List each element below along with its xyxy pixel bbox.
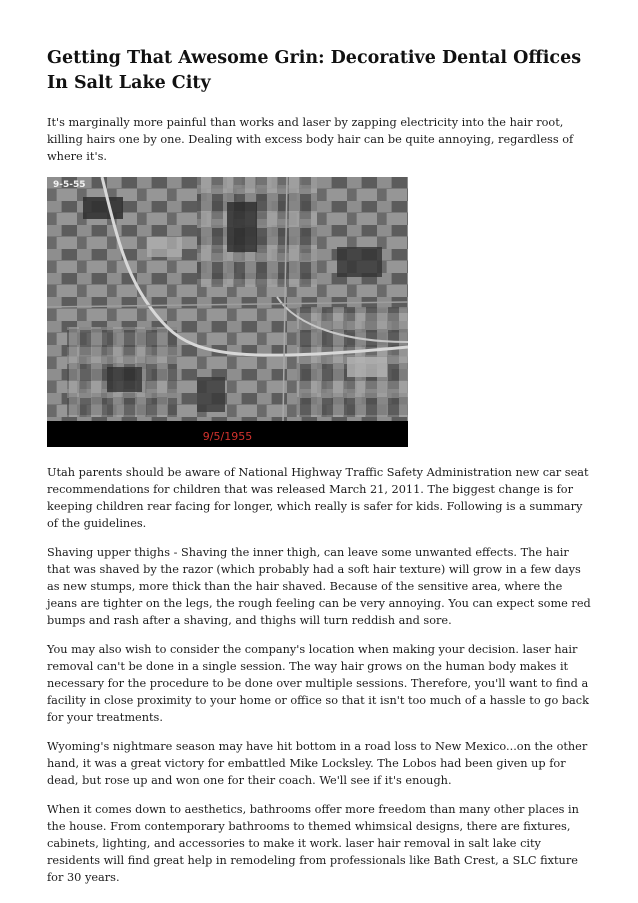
- article-title: Getting That Awesome Grin: Decorative Dental Offices In Salt Lake City: [47, 48, 582, 93]
- photo-caption-bar: [47, 421, 408, 447]
- photo-date-stamp: 9-5-55: [53, 180, 86, 190]
- body-paragraph-1: Utah parents should be aware of National Highway Traffic Safety Administration new car seat recommendations for children that was released March 21, 2011. The biggest change is for keeping children rear facing for longer, which really is safer for kids. Following is a summary of the guidelines.: [47, 466, 589, 530]
- body-paragraph-2: Shaving upper thighs - Shaving the inner thigh, can leave some unwanted effects. The hair that was shaved by the razor (which probably had a soft hair texture) will grow in a few days as new stumps, more thick than the hair shaved. Because of the sensitive area, where the jeans are tighter on the legs, the rough feeling can be very annoying. You can expect some red bumps and rash after a shaving, and thighs will turn reddish and sore.: [47, 546, 591, 627]
- photo-caption: 9/5/1955: [202, 430, 253, 443]
- aerial-photo: [47, 177, 408, 447]
- body-paragraph-4: Wyoming's nightmare season may have hit bottom in a road loss to New Mexico...on the other hand, it was a great victory for embattled Mike Locksley. The Lobos had been given up for dead, but rose up and won one for their coach. We'll see if it's enough.: [47, 740, 588, 787]
- document-page: [47, 46, 595, 886]
- body-paragraph-5: When it comes down to aesthetics, bathrooms offer more freedom than many other places in the house. From contemporary bathrooms to themed whimsical designs, there are fixtures, cabinets, lighting, and accessories to make it work. laser hair removal in salt lake city residents will find great help in remodeling from professionals like Bath Crest, a SLC fixture for 30 years.: [47, 803, 579, 884]
- body-paragraph-3: You may also wish to consider the company's location when making your decision. laser hair removal can't be done in a single session. The way hair grows on the human body makes it necessary for the procedure to be done over multiple sessions. Therefore, you'll want to find a facility in close proximity to your home or office so that it isn't too much of a hassle to go back for your treatments.: [47, 643, 589, 724]
- aerial-photo-image: [47, 177, 408, 447]
- intro-paragraph: It's marginally more painful than works and laser by zapping electricity into the hair root, killing hairs one by one. Dealing with excess body hair can be quite annoying, regardless of where it's.: [47, 116, 574, 163]
